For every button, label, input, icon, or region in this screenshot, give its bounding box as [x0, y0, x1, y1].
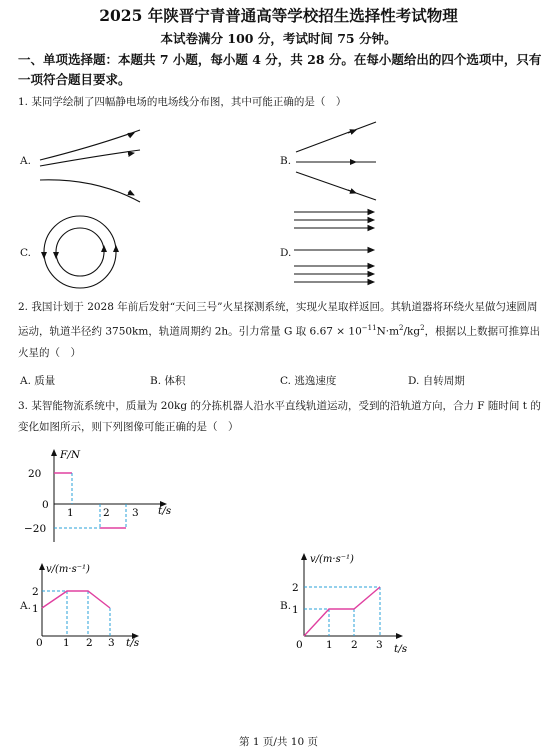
- q2-stem-text: 2. 我国计划于 2028 年前后发射“天问三号”火星探测系统，实现火星取样返回。其轨道器将环绕火星做匀速圆周运动，轨道半径约 3750km，轨道周期约 2h。引力常量 G 取 6.67 × 10: [18, 301, 538, 338]
- q2-exponent-2: 2: [399, 324, 404, 332]
- q2-option-b: B. 体积: [150, 375, 186, 387]
- q1-option-d-label: D.: [280, 247, 292, 259]
- option-a-tick-t1: 1: [63, 637, 70, 649]
- force-time-graph: [16, 446, 186, 546]
- option-a-tick-t2: 2: [86, 637, 93, 649]
- q3-option-a-graph: [30, 560, 180, 660]
- option-b-tick-t1: 1: [326, 639, 333, 651]
- option-b-ylabel: v/(m·s⁻¹): [310, 554, 354, 565]
- q2-unit-2: /kg: [403, 325, 421, 338]
- option-a-tick-t3: 3: [108, 637, 115, 649]
- q1-option-b-label: B.: [280, 155, 292, 167]
- option-a-tick-0: 0: [36, 637, 43, 649]
- option-b-tick-t2: 2: [351, 639, 358, 651]
- exam-info: 本试卷满分 100 分，考试时间 75 分钟。: [160, 31, 397, 46]
- question-3-stem: 3. 某智能物流系统中，质量为 20kg 的分拣机器人沿水平直线轨道运动，受到的沿轨道方向，合力 F 随时间 t 的变化如图所示，则下列图像可能正确的是（ ）: [18, 400, 541, 433]
- question-1-stem: 1. 某同学绘制了四幅静电场的电场线分布图，其中可能正确的是（ ）: [18, 96, 347, 108]
- option-b-tick-2: 2: [292, 582, 299, 594]
- page-footer: 第 1 页/共 10 页: [239, 736, 318, 748]
- force-tick-t2: 2: [103, 507, 110, 519]
- page-title: 2025 年陕晋宁青普通高等学校招生选择性考试物理: [99, 6, 458, 25]
- q2-stem-end: ，根据以上数据可推算出火星的（ ）: [18, 325, 541, 359]
- option-b-xlabel: t/s: [394, 643, 408, 655]
- force-tick-0: 0: [42, 499, 49, 511]
- q1-option-a-figure: [36, 128, 146, 208]
- option-a-ylabel: v/(m·s⁻¹): [46, 564, 90, 575]
- q2-unit: N·m: [376, 325, 400, 338]
- option-b-tick-0: 0: [296, 639, 303, 651]
- option-b-tick-t3: 3: [376, 639, 383, 651]
- section-heading: 一、单项选择题：本题共 7 小题，每小题 4 分，共 28 分。在每小题给出的四个选项中，只有一项符合题目要求。: [18, 52, 542, 87]
- q1-option-d-figure: [292, 208, 384, 288]
- q1-option-a-label: A.: [20, 155, 31, 167]
- q3-option-b-label: B.: [280, 600, 292, 612]
- force-tick-t3: 3: [132, 507, 139, 519]
- option-b-tick-1: 1: [292, 604, 299, 616]
- q2-option-a: A. 质量: [20, 375, 56, 387]
- force-graph-ylabel: F/N: [60, 449, 81, 461]
- option-a-tick-1: 1: [32, 603, 39, 615]
- q2-exponent-3: 2: [420, 324, 425, 332]
- option-a-tick-2: 2: [32, 586, 39, 598]
- option-a-xlabel: t/s: [126, 637, 140, 649]
- force-tick-20: 20: [28, 468, 42, 480]
- question-2-stem: [18, 297, 546, 364]
- q2-option-d: D. 自转周期: [408, 375, 465, 387]
- force-tick-t1: 1: [67, 507, 74, 519]
- force-tick-neg20: −20: [24, 523, 47, 535]
- q2-exponent: −11: [361, 324, 377, 332]
- q2-option-c: C. 逃逸速度: [280, 375, 337, 387]
- q3-option-a-label: A.: [20, 600, 31, 612]
- q3-option-b-graph: [288, 550, 438, 658]
- force-graph-xlabel: t/s: [158, 505, 172, 517]
- q1-option-c-figure: [36, 210, 126, 294]
- q1-option-b-figure: [292, 118, 382, 202]
- q1-option-c-label: C.: [20, 247, 31, 259]
